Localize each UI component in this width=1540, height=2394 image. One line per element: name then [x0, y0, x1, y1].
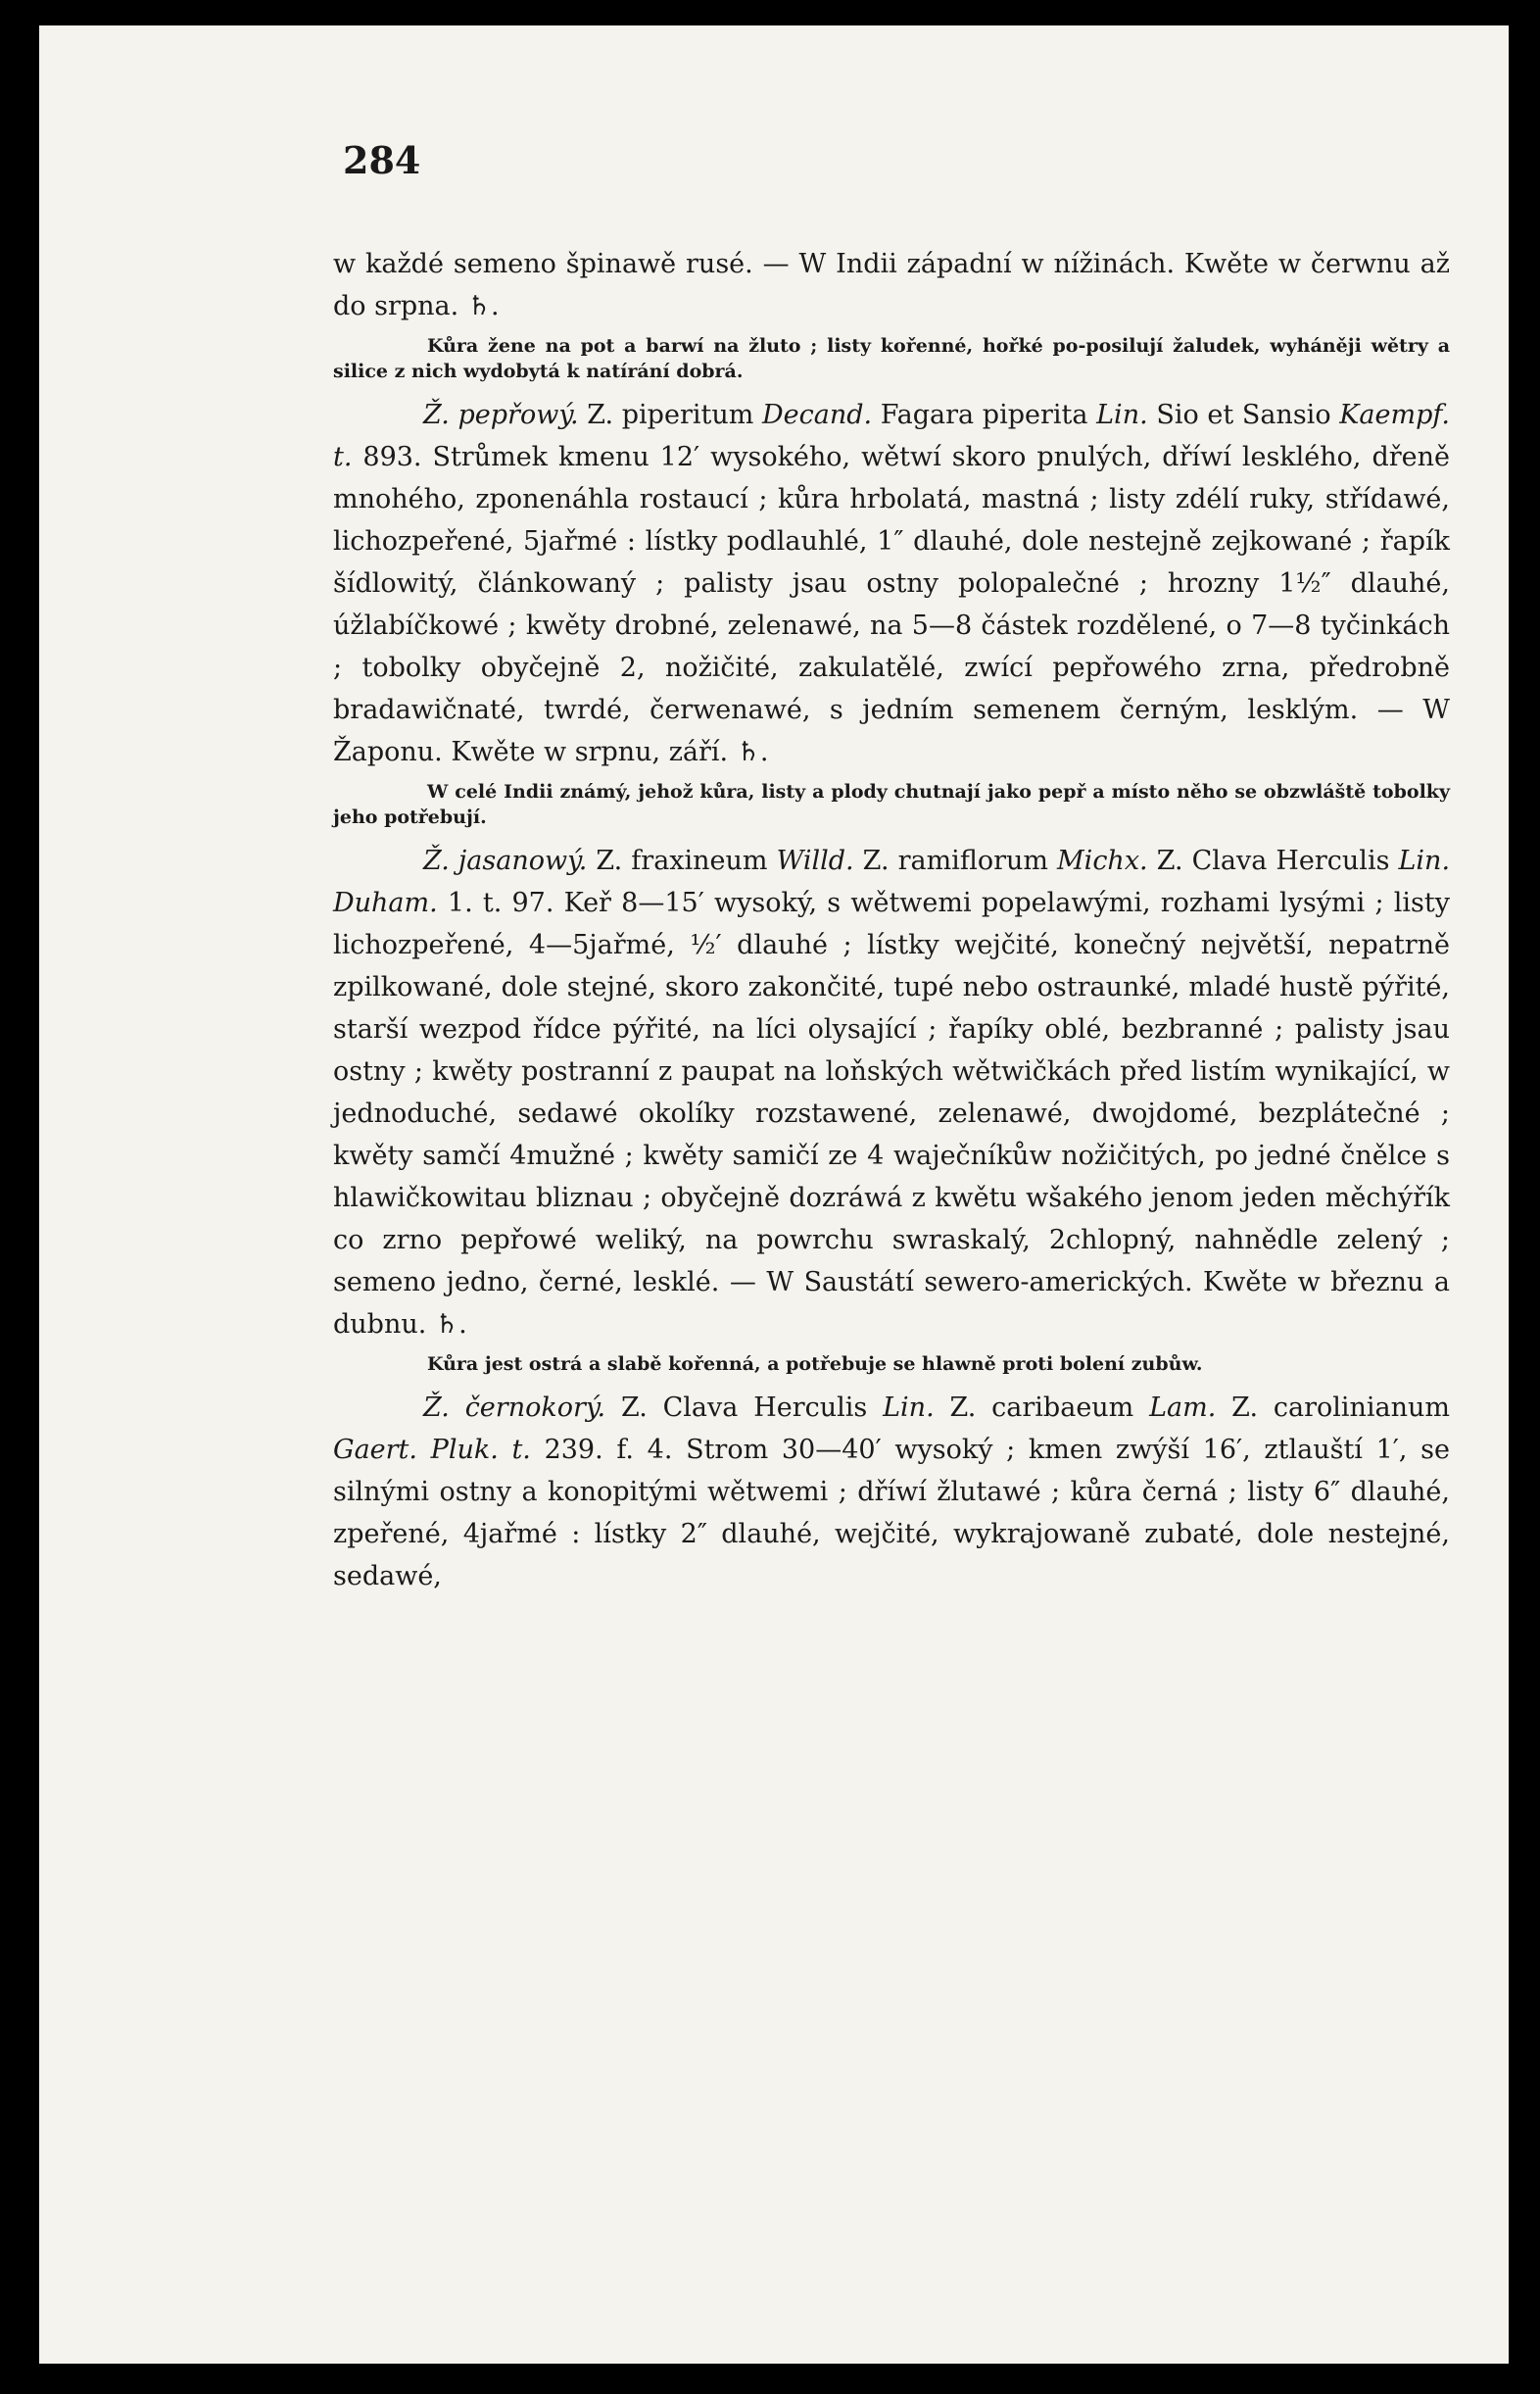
synonym: Z. caribaeum: [949, 1392, 1134, 1423]
entry-peprowy: [333, 394, 1450, 773]
note-3: Kůra jest ostrá a slabě kořenná, a potřebuje se hlawně proti bolení zubůw.: [427, 1353, 1203, 1375]
author: Willd.: [776, 846, 854, 876]
synonym: Z. fraxineum: [596, 846, 768, 876]
page-text: [333, 133, 1450, 1603]
species-name: Ž. jasanowý.: [423, 846, 588, 876]
description: 893. Strůmek kmenu 12′ wysokého, wětwí skoro pnulých, dříwí lesklého, dřeně mnohého, zponenáhla rostaucí ; kůra hrbolatá, mastná ; listy zdélí ruky, střídawé, lichozpeřené, 5jařmé : lístky podlauhlé, 1″ dlauhé, dole nestejně zejkowané ; řapík šídlowitý, článkowaný ; palisty jsau ostny polopalečné ; hrozny 1½″ dlauhé, úžlabíčkowé ; kwěty drobné, zelenawé, na 5—8 částek rozdělené, o 7—8 tyčinkách ; tobolky obyčejně 2, nožičité, zakulatělé, zwící pepřowého zrna, předrobně bradawičnaté, twrdé, čerwenawé, s jedním semenem černým, lesklým. — W Žaponu. Kwěte w srpnu, září. ♄.: [333, 442, 1450, 767]
synonym: Z. Clava Herculis: [620, 1392, 868, 1423]
author: Kaempf. t.: [333, 400, 1450, 472]
page-number: 284: [343, 138, 421, 182]
author: Michx.: [1057, 846, 1148, 876]
synonym: Z. Clava Herculis: [1156, 846, 1390, 876]
entry-jasanowy: [333, 840, 1450, 1345]
author: Gaert. Pluk. t.: [333, 1435, 531, 1465]
synonym: Z. ramiflorum: [862, 846, 1048, 876]
author: Lin.: [883, 1392, 935, 1423]
description: 1. t. 97. Keř 8—15′ wysoký, s wětwemi popelawými, rozhami lysými ; listy lichozpeřené, 4—5jařmé, ½′ dlauhé ; lístky wejčité, konečný největší, nepatrně zpilkowané, dole stejné, skoro zakončité, tupé nebo ostraunké, mladé hustě pýřité, starší wezpod řídce pýřité, na líci olysající ; řapíky oblé, bezbranné ; palisty jsau ostny ; kwěty postranní z paupat na loňských wětwičkách před listím wynikající, w jednoduché, sedawé okolíky rozstawené, zelenawé, dwojdomé, bezplátečné ; kwěty samčí 4mužné ; kwěty samičí ze 4 waječníkůw nožičitých, po jedné čnělce s hlawičkowitau bliznau ; obyčejně dozráwá z kwětu wšakého jenom jeden měchýřík co zrno pepřowé weliký, na powrchu swraskalý, 2chlopný, nahnědle zelený ; semeno jedno, černé, lesklé. — W Saustátí sewero-amerických. Kwěte w březnu a dubnu. ♄.: [333, 888, 1450, 1340]
synonym: Z. piperitum: [587, 400, 754, 430]
author: Lam.: [1149, 1392, 1217, 1423]
paragraph-1: w každé semeno špinawě rusé. — W Indii západní w nížinách. Kwěte w čerwnu až do srpna. ♄.: [333, 249, 1450, 321]
synonym: Sio et Sansio: [1156, 400, 1331, 430]
author: Lin. Duham.: [333, 846, 1451, 918]
synonym: Z. carolinianum: [1231, 1392, 1451, 1423]
author: Decand.: [762, 400, 873, 430]
entry-cernokory: [333, 1387, 1450, 1597]
species-name: Ž. pepřowý.: [423, 400, 579, 430]
species-name: Ž. černokorý.: [423, 1392, 606, 1423]
note-2: W celé Indii známý, jehož kůra, listy a plody chutnají jako pepř a místo něho se obzwláště tobolky jeho potřebují.: [333, 781, 1450, 828]
description: 239. f. 4. Strom 30—40′ wysoký ; kmen zwýší 16′, ztlauští 1′, se silnými ostny a konopitými wětwemi ; dříwí žlutawé ; kůra černá ; listy 6″ dlauhé, zpeřené, 4jařmé : lístky 2″ dlauhé, wejčité, wykrajowaně zubaté, dole nestejné, sedawé,: [333, 1435, 1450, 1591]
note-1: Kůra žene na pot a barwí na žluto ; listy kořenné, hořké po-posilují žaludek, wyháněji wětry a silice z nich wydobytá k natírání dobrá.: [333, 335, 1450, 382]
book-page: [39, 25, 1509, 2364]
synonym: Fagara piperita: [880, 400, 1088, 430]
author: Lin.: [1096, 400, 1148, 430]
